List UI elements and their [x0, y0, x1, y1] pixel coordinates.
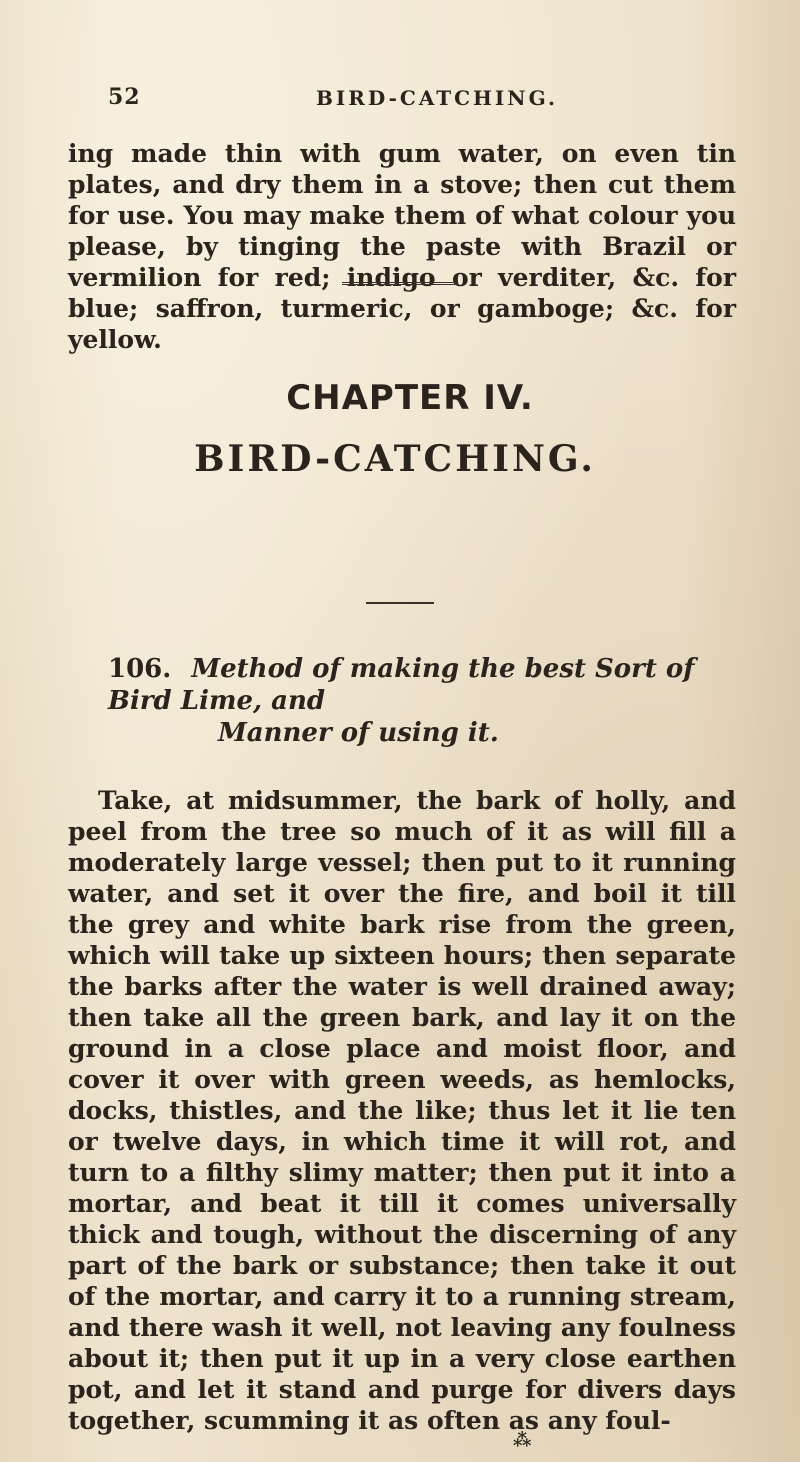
- section-title-line-2: Manner of using it.: [218, 718, 499, 748]
- body-paragraph: Take, at midsummer, the bark of holly, and peel from the tree so much of it as will fill a moderately large vessel; then put to it running water, and set it over the fire, and boil it till the grey and white bark rise from the green, which will take up sixteen hours; then separate the barks after the water is well drained away; then take all the green bark, and lay it on the ground in a close place and moist floor, and cover it over with green weeds, as hemlocks, docks, thistles, and the like; thus let it lie ten or twelve days, in which time it will rot, and turn to a filthy slimy matter; then put it into a mortar, and beat it till it comes universally thick and tough, without the discerning of any part of the bark or substance; then take it out of the mortar, and carry it to a running stream, and there wash it well, not leaving any foulness about it; then put it up in a very close earthen pot, and let it stand and purge for divers days together, scumming it as often as any foul-: [68, 786, 736, 1435]
- section-heading: [108, 653, 738, 749]
- page-number: 52: [108, 84, 141, 110]
- chapter-divider-top: [342, 282, 458, 285]
- section-number: 106.: [108, 654, 172, 684]
- signature-mark: ⁂: [513, 1430, 532, 1451]
- continued-paragraph: ing made thin with gum water, on even tin plates, and dry them in a stove; then cut them for use. You may make them of what colour you please, by tinging the paste with Brazil or vermilion for red; indigo or verditer, &c. for blue; saffron, turmeric, or gamboge; &c. for yellow.: [68, 139, 736, 354]
- page-header: [108, 84, 708, 118]
- chapter-divider-bottom: [366, 602, 434, 604]
- chapter-number: CHAPTER IV.: [286, 378, 534, 418]
- chapter-title: BIRD-CATCHING.: [194, 438, 596, 480]
- running-head: BIRD-CATCHING.: [316, 86, 558, 110]
- section-title-line-1: Method of making the best Sort of Bird Lime, and: [108, 654, 695, 716]
